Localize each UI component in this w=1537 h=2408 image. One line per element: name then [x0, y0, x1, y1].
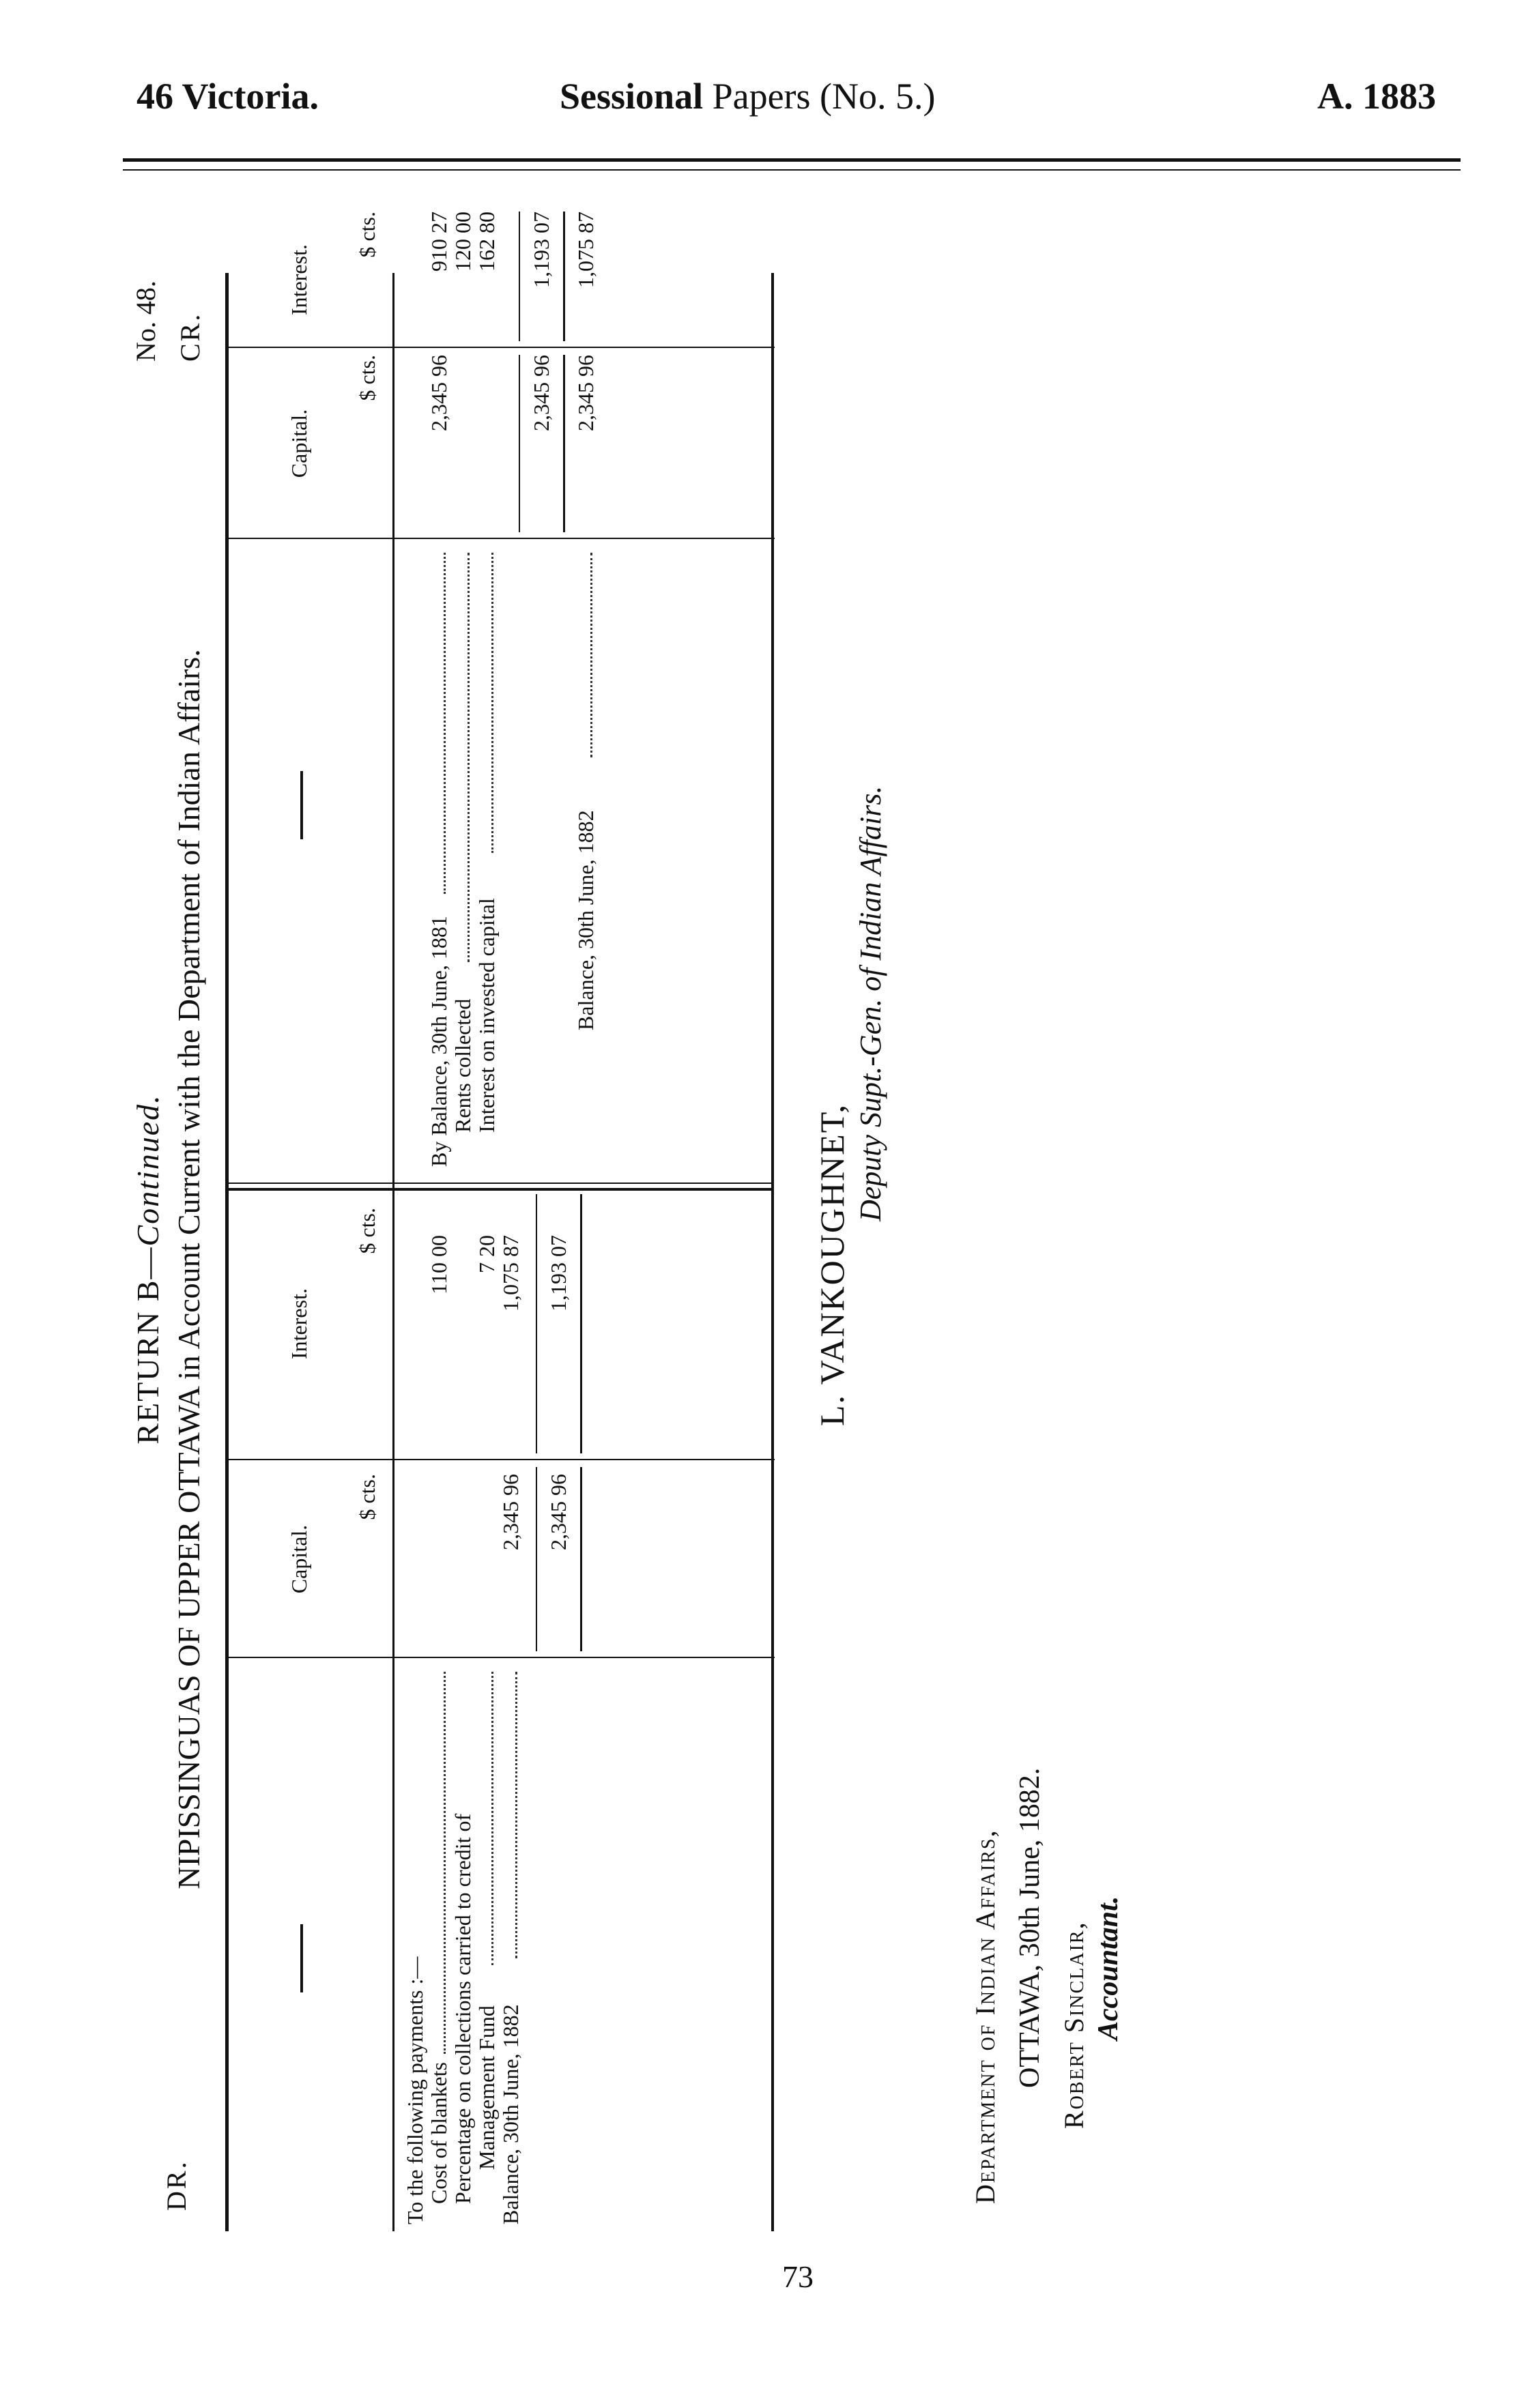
return-continued: Continued.: [130, 1094, 165, 1247]
debit-row-interest: 1,075 87: [498, 1235, 523, 1311]
header-sessional: Sessional: [560, 76, 704, 117]
debit-capital-header: Capital.: [287, 1524, 311, 1594]
signatory-name: L. VANKOUGHNET,: [813, 1103, 851, 1426]
return-title: [130, 280, 166, 2259]
credit-interest-units: $ cts.: [355, 212, 379, 258]
debit-total-rule-capital: [580, 1467, 582, 1651]
header-session: 46 Victoria.: [137, 76, 319, 117]
table-bottom-rule: [771, 273, 774, 2231]
credit-row-interest: 910 27: [427, 212, 451, 272]
leader-dots: [590, 553, 592, 757]
debit-row-interest: 110 00: [427, 1235, 451, 1294]
return-title-text: RETURN B—: [130, 1246, 165, 1445]
header-rule-thin: [123, 169, 1461, 171]
header-sessional-papers: [560, 75, 936, 117]
header-year: A. 1883: [1317, 76, 1436, 117]
debit-heading: To the following payments :—: [403, 1956, 427, 2224]
leader-dots: [491, 553, 493, 853]
credit-closing-interest: 1,075 87: [573, 212, 598, 288]
credit-total-capital: 2,345 96: [529, 355, 554, 431]
debit-description-dash: [300, 1924, 303, 1992]
credit-total-rule-interest: [563, 212, 565, 341]
debit-row-label: Balance, 30th June, 1882: [498, 2004, 523, 2224]
credit-row-capital: 2,345 96: [427, 355, 451, 431]
credit-capital-units: $ cts.: [355, 355, 379, 401]
debit-row-label: Management Fund: [474, 2005, 499, 2170]
page-number: 73: [782, 2259, 814, 2294]
debit-interest-units: $ cts.: [355, 1208, 379, 1254]
leader-dots: [468, 553, 470, 962]
debit-row-label: Cost of blankets: [427, 2062, 451, 2204]
credit-sum-rule-capital: [519, 355, 520, 532]
credit-sum-rule-interest: [519, 212, 520, 341]
credit-interest-header: Interest.: [287, 244, 311, 315]
credit-row-label: Rents collected: [450, 998, 475, 1133]
credit-description-dash: [300, 771, 303, 839]
return-number: No. 48.: [130, 280, 161, 362]
accountant-title: Accountant.: [1093, 1896, 1124, 2040]
credit-row-interest: 120 00: [450, 212, 475, 272]
table-centre-rule-thin: [225, 1183, 771, 1184]
credit-row-label: Interest on invested capital: [474, 898, 499, 1133]
header-papers-no: Papers (No. 5.): [712, 76, 936, 117]
debit-total-rule-interest: [580, 1194, 582, 1453]
header-rule-thick: [123, 158, 1461, 162]
debit-marker: DR.: [161, 2160, 192, 2211]
table-top-rule: [225, 273, 229, 2231]
account-subtitle: NIPISSINGUAS OF UPPER OTTAWA in Account Current with the Department of Indian Affairs.: [171, 649, 206, 1889]
accountant-name: Robert Sinclair,: [1059, 1921, 1089, 2129]
credit-marker: CR.: [175, 312, 205, 362]
table-subhead-rule: [392, 273, 394, 2231]
debit-sum-rule-interest: [536, 1194, 537, 1453]
credit-row-interest: 162 80: [474, 212, 499, 272]
place-date-line: OTTAWA, 30th June, 1882.: [1014, 1767, 1046, 2088]
debit-interest-header: Interest.: [287, 1288, 311, 1359]
debit-row-capital: 2,345 96: [498, 1474, 523, 1550]
credit-total-interest: 1,193 07: [529, 212, 554, 288]
running-header: [0, 75, 1537, 123]
leader-dots: [444, 553, 446, 894]
leader-dots: [444, 1672, 446, 2054]
signatory-title: Deputy Supt.-Gen. of Indian Affairs.: [854, 785, 887, 1221]
debit-capital-units: $ cts.: [355, 1474, 379, 1520]
credit-closing-label: Balance, 30th June, 1882: [573, 810, 598, 1030]
credit-total-rule-capital: [563, 355, 565, 532]
leader-dots: [515, 1672, 517, 1958]
department-line: Department of Indian Affairs,: [970, 1829, 1001, 2204]
debit-row-label: Percentage on collections carried to credit of: [450, 1813, 475, 2204]
debit-total-capital: 2,345 96: [546, 1474, 571, 1550]
credit-row-label: By Balance, 30th June, 1881: [427, 916, 451, 1167]
leader-dots: [491, 1672, 493, 1965]
debit-sum-rule-capital: [536, 1467, 537, 1651]
credit-capital-header: Capital.: [287, 409, 311, 478]
credit-closing-capital: 2,345 96: [573, 355, 598, 431]
debit-row-interest: 7 20: [474, 1235, 499, 1273]
debit-total-interest: 1,193 07: [546, 1235, 571, 1311]
rotated-account-page: [109, 177, 1392, 2259]
account-table: [225, 177, 778, 2259]
